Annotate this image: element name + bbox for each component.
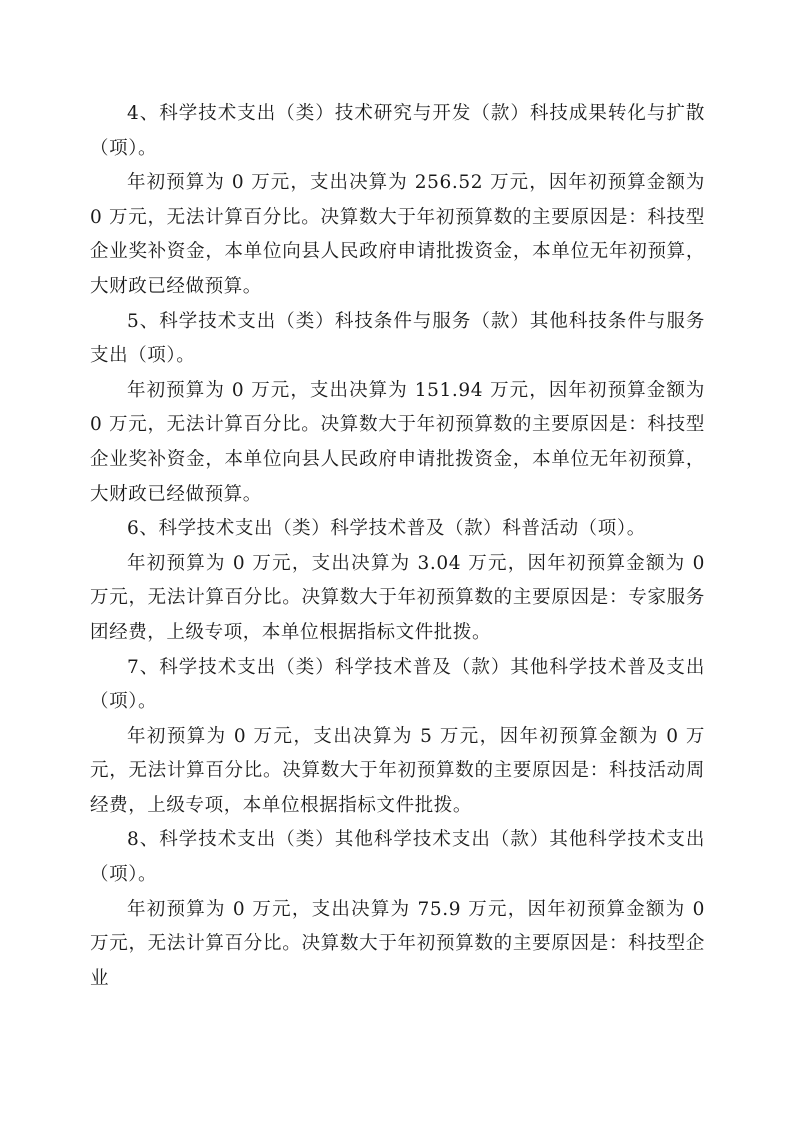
paragraph-item-6-body: 年初预算为 0 万元，支出决算为 3.04 万元，因年初预算金额为 0 万元，无法计算百分比。决算数大于年初预算数的主要原因是：专家服务团经费，上级专项，本单位根据指标文件批拨。 [90,552,705,643]
paragraph-item-5-heading: 5、科学技术支出（类）科技条件与服务（款）其他科技条件与服务支出（项）。 [90,310,705,367]
paragraph-item-4-heading: 4、科学技术支出（类）技术研究与开发（款）科技成果转化与扩散（项）。 [90,103,705,159]
paragraph-item-7-body: 年初预算为 0 万元，支出决算为 5 万元，因年初预算金额为 0 万元，无法计算百分比。决算数大于年初预算数的主要原因是：科技活动周经费，上级专项，本单位根据指标文件批拨。 [90,725,705,816]
paragraph-item-8-body: 年初预算为 0 万元，支出决算为 75.9 万元，因年初预算金额为 0 万元，无法计算百分比。决算数大于年初预算数的主要原因是：科技型企业 [90,898,705,989]
paragraph-item-8-heading: 8、科学技术支出（类）其他科学技术支出（款）其他科学技术支出（项）。 [90,829,705,886]
document-body [90,97,705,996]
paragraph-item-7-heading: 7、科学技术支出（类）科学技术普及（款）其他科学技术普及支出（项）。 [90,656,705,713]
paragraph-item-6-heading: 6、科学技术支出（类）科学技术普及（款）科普活动（项）。 [127,518,646,540]
paragraph-item-4-body: 年初预算为 0 万元，支出决算为 256.52 万元，因年初预算金额为 0 万元，无法计算百分比。决算数大于年初预算数的主要原因是：科技型企业奖补资金，本单位向县人民政府申请批拨资金，本单位无年初预算，大财政已经做预算。 [90,172,705,297]
paragraph-item-5-body: 年初预算为 0 万元，支出决算为 151.94 万元，因年初预算金额为 0 万元，无法计算百分比。决算数大于年初预算数的主要原因是：科技型企业奖补资金，本单位向县人民政府申请批拨资金，本单位无年初预算，大财政已经做预算。 [90,379,705,505]
